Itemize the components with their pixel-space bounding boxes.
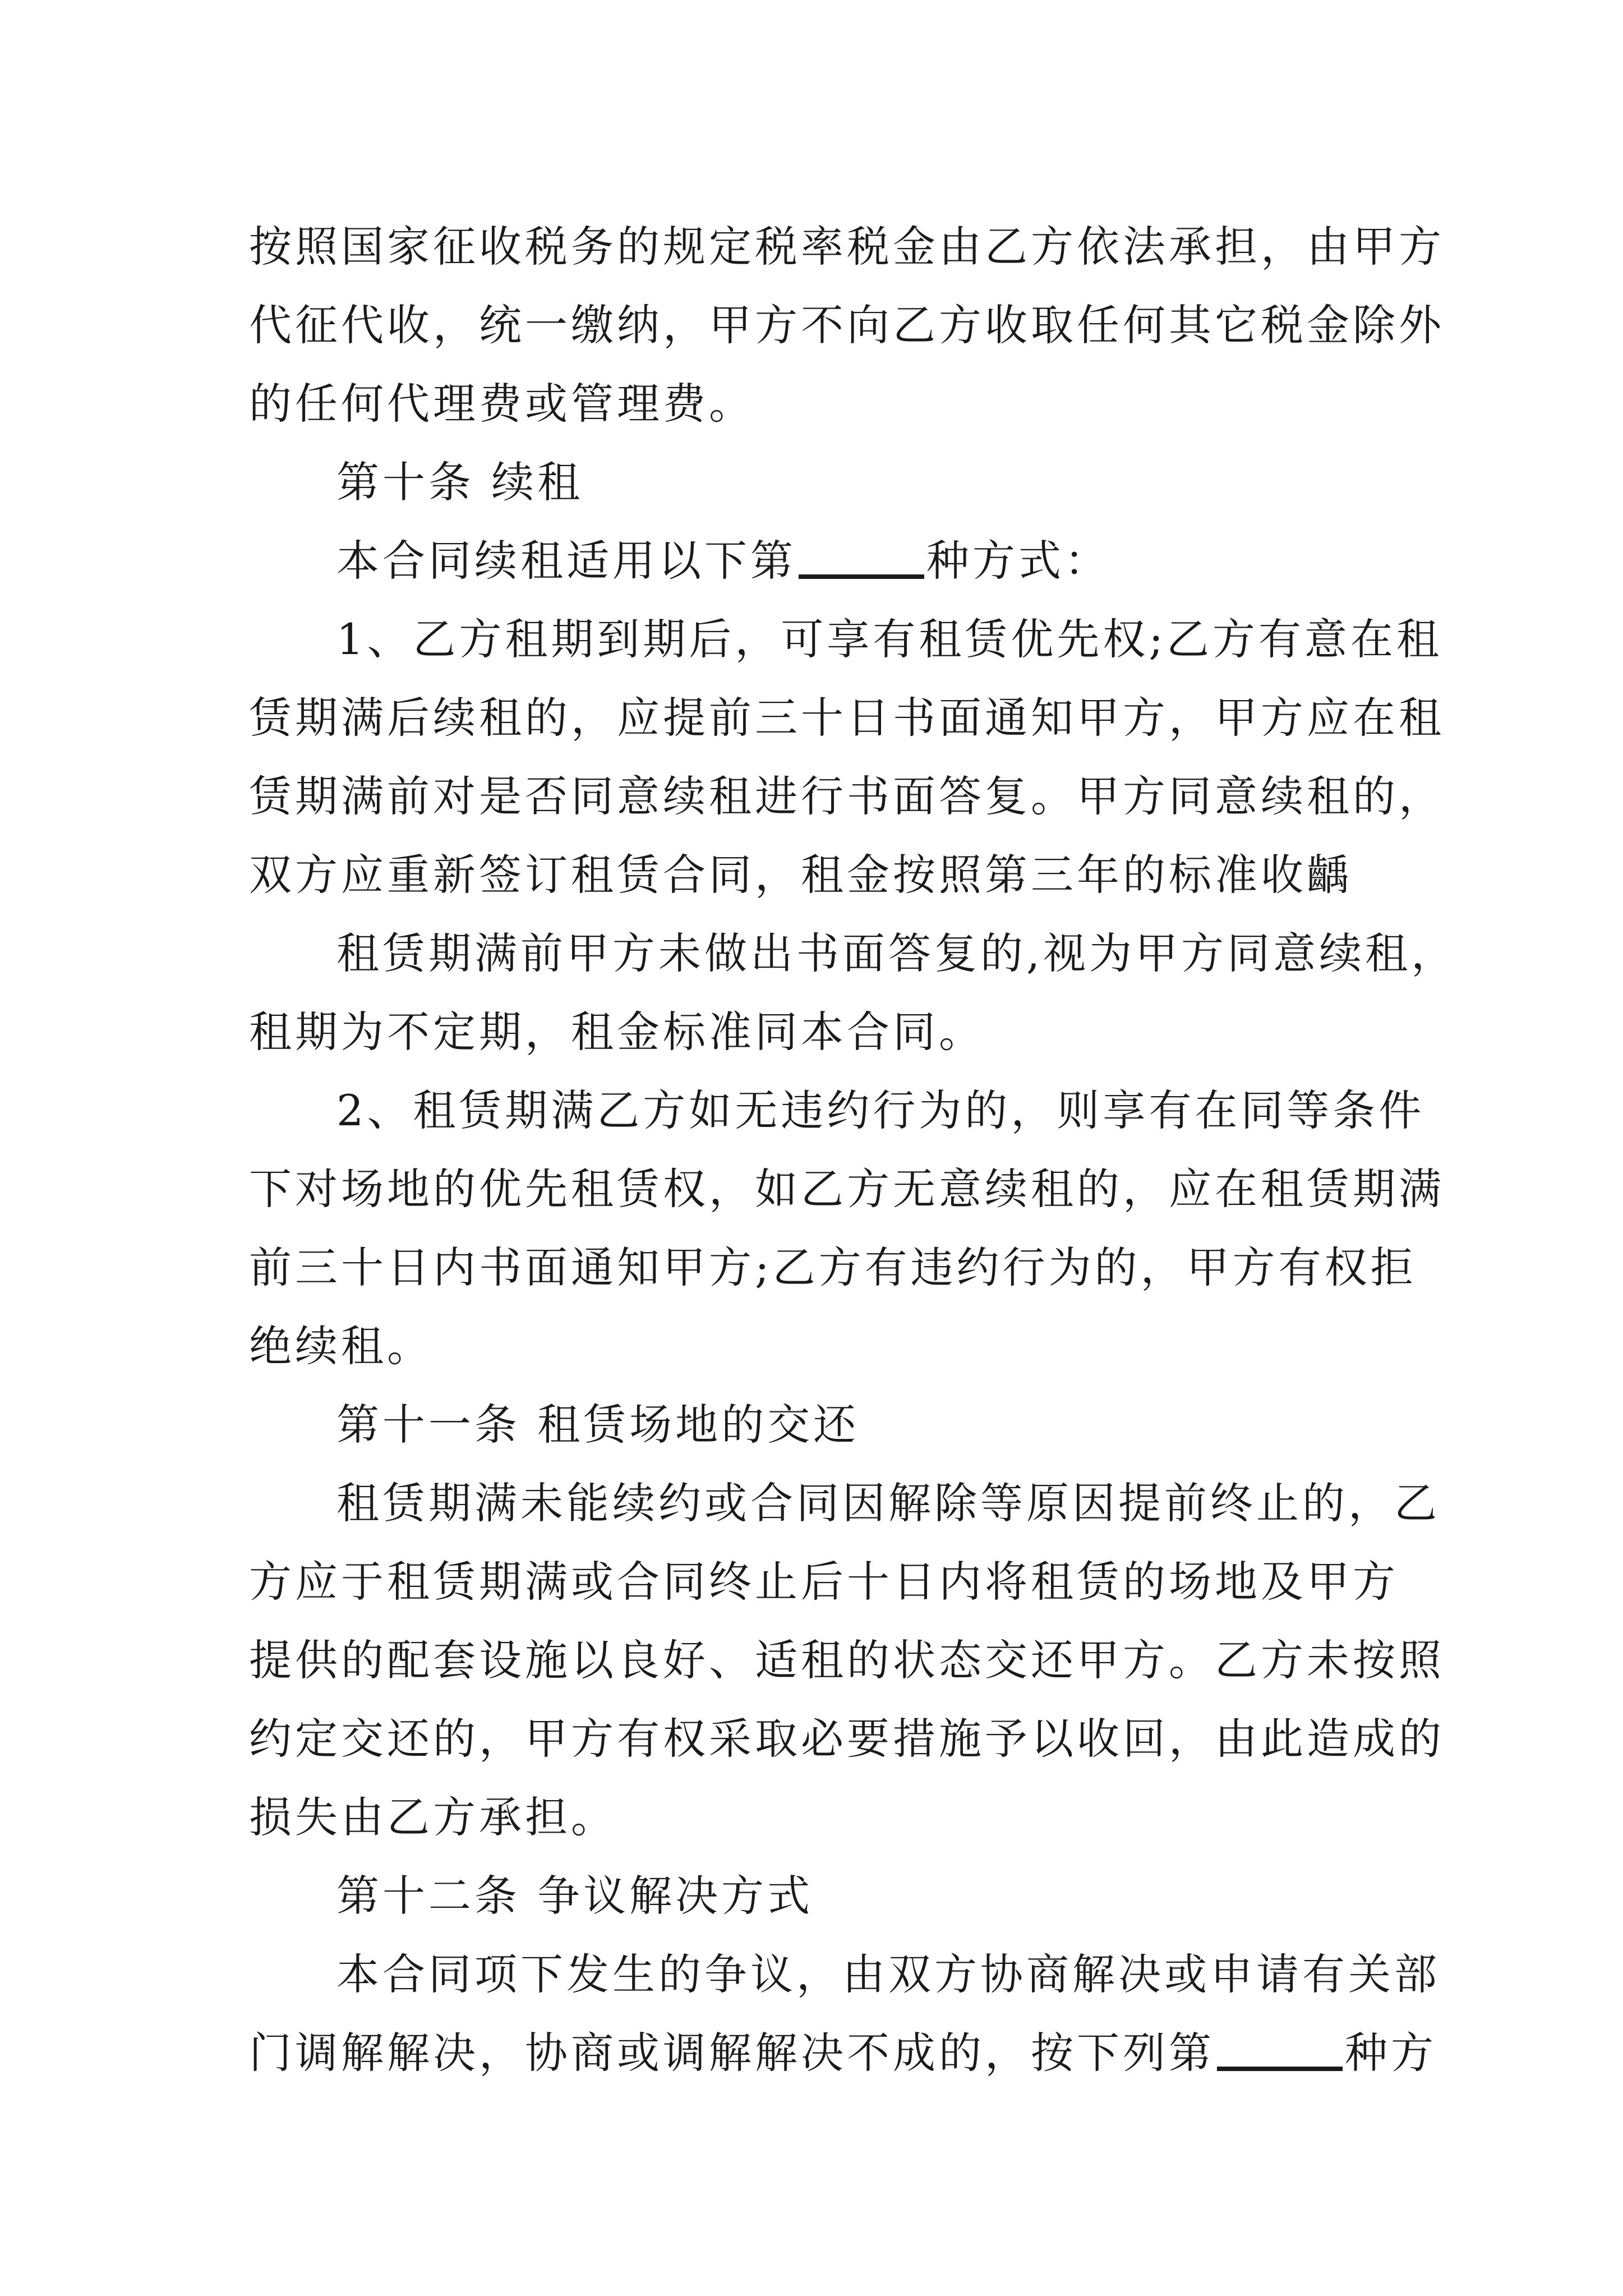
article-heading: 第十二条 争议解决方式	[336, 1871, 814, 1921]
paragraph-line: 租赁期满未能续约或合同因解除等原因提前终止的，乙	[336, 1478, 1440, 1528]
paragraph-line: 提供的配套设施以良好、适租的状态交还甲方。乙方未按照	[249, 1635, 1445, 1685]
article-heading: 第十一条 租赁场地的交还	[336, 1400, 860, 1450]
article-heading: 第十条 续租	[336, 457, 584, 507]
line-text-before-blank: 门调解解决，协商或调解解决不成的，按下列第	[249, 2028, 1215, 2078]
paragraph-line-with-blank	[336, 533, 1110, 589]
line-text-before-blank: 本合同续租适用以下第	[336, 536, 796, 586]
paragraph-line: 下对场地的优先租赁权，如乙方无意续租的，应在租赁期满	[249, 1164, 1445, 1214]
paragraph-line: 损失由乙方承担。	[249, 1792, 617, 1842]
paragraph-line: 本合同项下发生的争议，由双方协商解决或申请有关部	[336, 1949, 1440, 1999]
paragraph-line: 租赁期满前甲方未做出书面答复的,视为甲方同意续租，	[336, 928, 1458, 978]
paragraph-line: 前三十日内书面通知甲方;乙方有违约行为的，甲方有权拒	[249, 1243, 1417, 1292]
paragraph-line: 租期为不定期，租金标准同本合同。	[249, 1007, 985, 1057]
fill-in-blank	[1217, 2067, 1343, 2071]
paragraph-line-with-blank	[249, 2025, 1437, 2081]
paragraph-line: 2、租赁期满乙方如无违约行为的，则享有在同等条件	[336, 1085, 1425, 1135]
paragraph-line: 约定交还的，甲方有权采取必要措施予以收回，由此造成的	[249, 1714, 1445, 1764]
paragraph-line: 方应于租赁期满或合同终止后十日内将租赁的场地及甲方	[249, 1557, 1399, 1607]
line-text-after-blank: 种方式：	[926, 536, 1110, 586]
paragraph-line: 双方应重新签订租赁合同，租金按照第三年的标准收齲	[249, 850, 1353, 900]
paragraph-line: 赁期满后续租的，应提前三十日书面通知甲方，甲方应在租	[249, 693, 1445, 743]
paragraph-line: 1、乙方租期到期后，可享有租赁优先权;乙方有意在租	[336, 614, 1442, 664]
paragraph-line: 赁期满前对是否同意续租进行书面答复。甲方同意续租的，	[249, 771, 1445, 821]
paragraph-line: 代征代收，统一缴纳，甲方不向乙方收取任何其它税金除外	[249, 300, 1445, 350]
line-text-after-blank: 种方	[1345, 2028, 1437, 2078]
fill-in-blank	[799, 574, 924, 579]
paragraph-line: 绝续租。	[249, 1321, 433, 1371]
paragraph-line: 按照国家征收税务的规定税率税金由乙方依法承担，由甲方	[249, 222, 1445, 272]
paragraph-line: 的任何代理费或管理费。	[249, 379, 755, 429]
